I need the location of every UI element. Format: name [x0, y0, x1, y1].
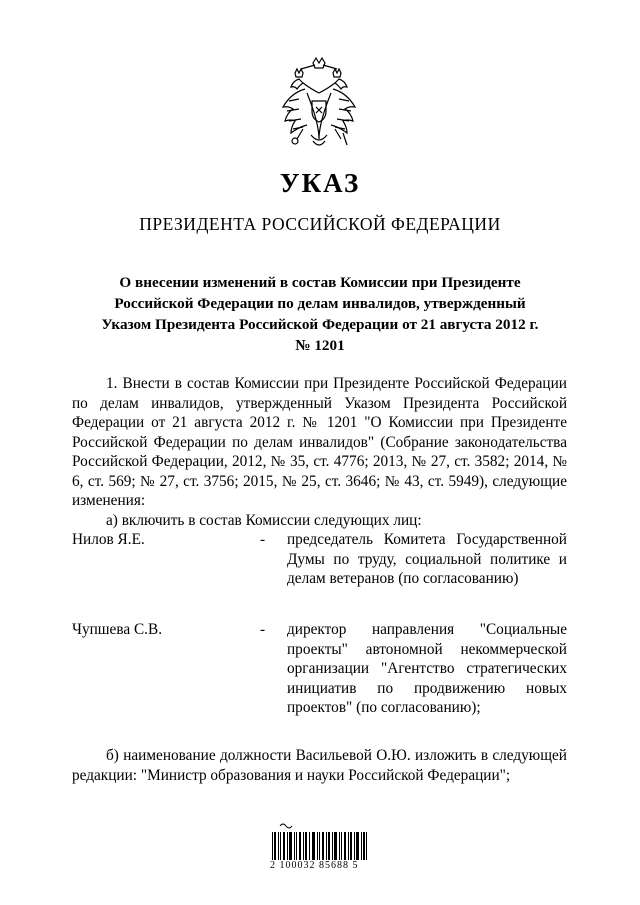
barcode-number: 2 100032 85688 5	[270, 860, 359, 871]
barcode	[270, 822, 370, 874]
paragraph-1: 1. Внести в состав Комиссии при Президенте Российской Федерации по делам инвалидов, утвержденный Указом Президента Российской Федерации от 21 августа 2012 г. № 1201 "О Комиссии при Президенте Российской Федерации по делам инвалидов" (Собрание законодательства Российской Федерации, 2012, № 35, ст. 4776; 2013, № 27, ст. 3582; 2014, № 6, ст. 569; № 27, ст. 3756; 2015, № 25, ст. 3646; № 43, ст. 5949), следующие изменения:	[72, 375, 567, 509]
decree-heading: О внесении изменений в состав Комиссии при Президенте Российской Федерации по делам инвалидов, утвержденный Указом Президента Российской Федерации от 21 августа 2012 г. № 1201	[101, 274, 539, 354]
paragraph-1b: б) наименование должности Васильевой О.Ю. изложить в следующей редакции: "Министр образования и науки Российской Федерации";	[72, 747, 567, 784]
member-dash: -	[260, 531, 266, 548]
document-type-title: УКАЗ	[279, 168, 361, 198]
member-role: председатель Комитета Государственной Думы по труду, социальной политике и делам ветеранов (по согласованию)	[287, 531, 567, 587]
member-name: Чупшева С.В.	[72, 621, 163, 638]
issuer-subtitle: ПРЕЗИДЕНТА РОССИЙСКОЙ ФЕДЕРАЦИИ	[139, 214, 501, 234]
member-dash: -	[260, 621, 266, 638]
member-role: директор направления "Социальные проекты" автономной некоммерческой организации "Агентство стратегических инициатив по продвижению новых проектов" (по согласованию);	[287, 621, 567, 716]
double-headed-eagle-icon	[277, 55, 361, 155]
member-name: Нилов Я.Е.	[72, 531, 145, 548]
barcode-icon	[272, 822, 368, 860]
coat-of-arms-emblem	[277, 55, 361, 155]
paragraph-1a: а) включить в состав Комиссии следующих лиц:	[106, 512, 422, 529]
